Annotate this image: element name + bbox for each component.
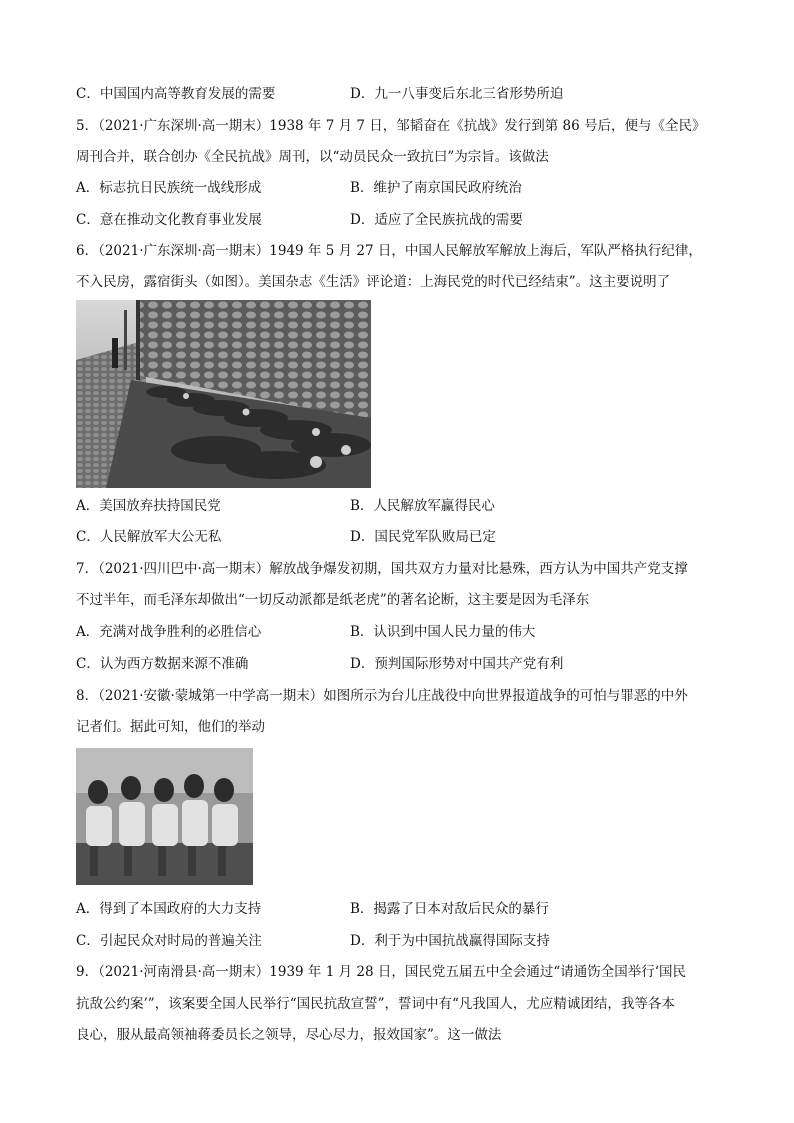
q7-option-a[interactable]: A．充满对战争胜利的必胜信心: [76, 624, 262, 640]
q9-stem-line3: 良心，服从最高领袖蒋委员长之领导，尽心尽力，报效国家”。这一做法: [76, 1027, 502, 1043]
q6-stem-line2: 不入民房，露宿街头（如图）。美国杂志《生活》评论道：上海民党的时代已经结束”。这主要说明了: [76, 274, 671, 290]
q5-option-b[interactable]: B．维护了南京国民政府统治: [350, 180, 522, 196]
q6-stem-line1: 6．（2021·广东深圳·高一期末）1949 年 5 月 27 日，中国人民解放军解放上海后，军队严格执行纪律，: [76, 243, 702, 259]
q5-option-c[interactable]: C．意在推动文化教育事业发展: [76, 212, 262, 228]
q7-stem-line2: 不过半年，而毛泽东却做出“一切反动派都是纸老虎”的著名论断，这主要是因为毛泽东: [76, 592, 590, 608]
q4-option-d[interactable]: D．九一八事变后东北三省形势所迫: [350, 86, 564, 102]
q7-stem-line1: 7．（2021·四川巴中·高一期末）解放战争爆发初期，国共双方力量对比悬殊，西方认为中国共产党支撑: [76, 561, 688, 577]
q9-stem-line2: 抗敌公约案’”，该案要全国人民举行“国民抗敌宣誓”，誓词中有“凡我国人，尤应精诚团结，我等各本: [76, 996, 675, 1012]
q5-option-d[interactable]: D．适应了全民族抗战的需要: [350, 212, 523, 228]
q8-option-c[interactable]: C．引起民众对时局的普遍关注: [76, 933, 262, 949]
q5-stem-line2: 周刊合并，联合创办《全民抗战》周刊，以“动员民众一致抗曰”为宗旨。该做法: [76, 149, 549, 165]
q6-option-c[interactable]: C．人民解放军大公无私: [76, 529, 222, 545]
q9-stem-line1: 9．（2021·河南滑县·高一期末）1939 年 1 月 28 日，国民党五届五中全会通过“请通饬全国举行‘国民: [76, 964, 687, 980]
journalists-group-photo: [76, 748, 253, 885]
q8-option-b[interactable]: B．揭露了日本对敌后民众的暴行: [350, 901, 549, 917]
q7-option-c[interactable]: C．认为西方数据来源不准确: [76, 656, 249, 672]
q5-option-a[interactable]: A．标志抗日民族统一战线形成: [76, 180, 262, 196]
q7-option-d[interactable]: D．预判国际形势对中国共产党有利: [350, 656, 564, 672]
q8-stem-line2: 记者们。据此可知，他们的举动: [76, 719, 265, 735]
q6-option-d[interactable]: D．国民党军队败局已定: [350, 529, 496, 545]
q8-option-d[interactable]: D．利于为中国抗战赢得国际支持: [350, 933, 550, 949]
soldiers-sleeping-street-photo: [76, 300, 371, 488]
q7-option-b[interactable]: B．认识到中国人民力量的伟大: [350, 624, 536, 640]
photo-illustration: [76, 300, 371, 488]
q8-option-a[interactable]: A．得到了本国政府的大力支持: [76, 901, 262, 917]
q6-option-a[interactable]: A．美国放弃扶持国民党: [76, 498, 221, 514]
q8-stem-line1: 8．（2021·安徽·蒙城第一中学高一期末）如图所示为台儿庄战役中向世界报道战争的可怕与罪恶的中外: [76, 688, 688, 704]
q4-option-c[interactable]: C．中国国内高等教育发展的需要: [76, 86, 276, 102]
q5-stem-line1: 5．（2021·广东深圳·高一期末）1938 年 7 月 7 日，邹韬奋在《抗战》发行到第 86 号后，便与《全民》: [76, 118, 706, 134]
photo-illustration: [76, 748, 253, 885]
q6-option-b[interactable]: B．人民解放军赢得民心: [350, 498, 495, 514]
